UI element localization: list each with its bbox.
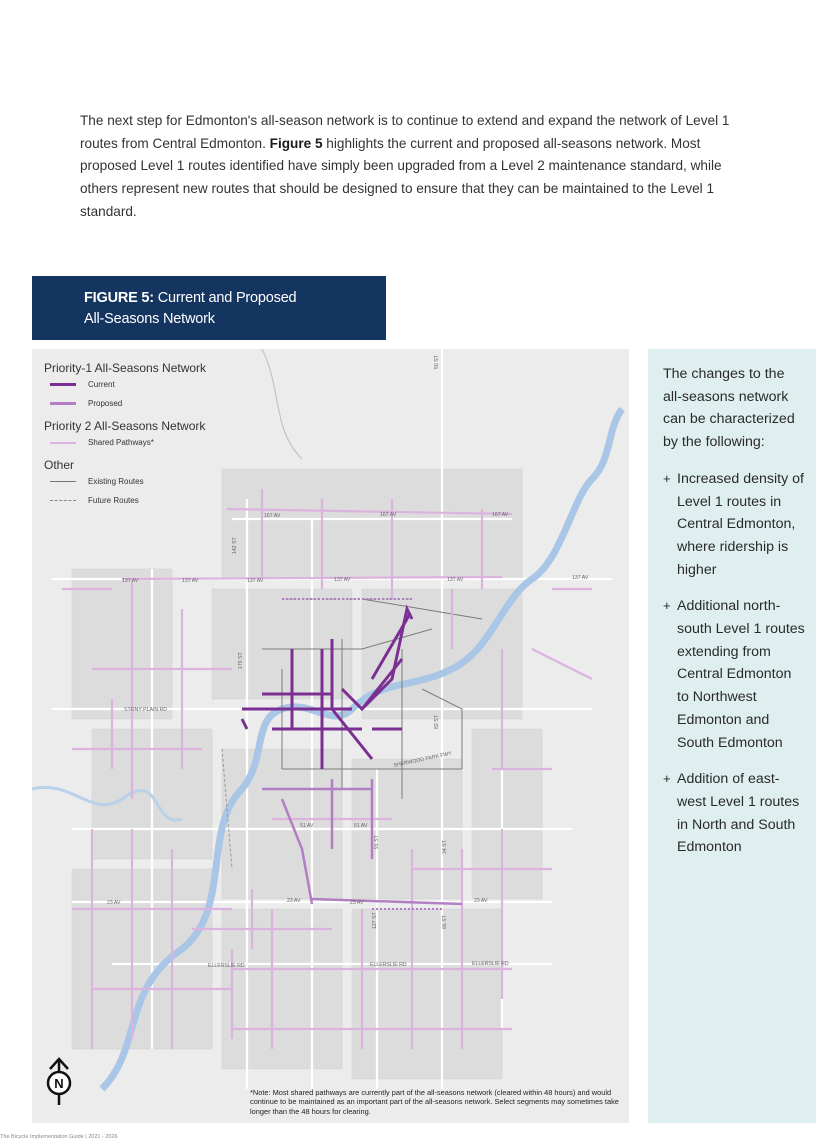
label-137-av-b: 137 AV bbox=[182, 578, 199, 584]
plus-icon: + bbox=[663, 771, 671, 787]
plus-icon: + bbox=[663, 470, 671, 486]
bullet-text: Addition of east-west Level 1 routes in North and South Edmonton bbox=[677, 771, 800, 856]
label-66-st: 66 ST bbox=[442, 915, 448, 929]
label-51-av-a: 51 AV bbox=[300, 823, 314, 829]
north-letter: N bbox=[54, 1076, 64, 1091]
legend-existing-label: Existing Routes bbox=[88, 477, 144, 486]
legend-priority2-heading: Priority 2 All-Seasons Network bbox=[44, 419, 206, 433]
plus-icon: + bbox=[663, 598, 671, 614]
label-137-av-c: 137 AV bbox=[247, 578, 264, 584]
label-91-st: 91 ST bbox=[374, 835, 380, 849]
page-footer: The Bicycle Implementation Guide | 2021 - 2026 bbox=[0, 1134, 118, 1140]
bullet-text: Additional north-south Level 1 routes extending from Central Edmonton to Northwest Edmonton and South Edmonton bbox=[677, 598, 805, 751]
label-127-st: 127 ST bbox=[372, 912, 378, 929]
label-23-av-d: 23 AV bbox=[474, 898, 488, 904]
legend-other-heading: Other bbox=[44, 458, 75, 472]
map-footnote: *Note: Most shared pathways are currently part of the all-seasons network (cleared within 48 hours) and would continue to be maintained as an important part of the all-seasons network. Select segments may sometimes take longer than the 48 hours for clearing. bbox=[250, 1088, 619, 1116]
label-167-av-b: 167 AV bbox=[380, 512, 397, 518]
sidebar-callout bbox=[648, 349, 816, 1123]
legend-shared-label: Shared Pathways* bbox=[88, 438, 154, 447]
label-142-st: 142 ST bbox=[232, 537, 238, 554]
map-labels bbox=[32, 349, 629, 1123]
figure-reference: Figure 5 bbox=[269, 135, 323, 151]
label-51-av-b: 51 AV bbox=[354, 823, 368, 829]
label-23-av-a: 23 AV bbox=[107, 900, 121, 906]
label-stony-plain: STONY PLAIN RD bbox=[124, 707, 168, 713]
label-23-av-c: 23 AV bbox=[350, 900, 364, 906]
bullet-text: Increased density of Level 1 routes in Central Edmonton, where ridership is higher bbox=[677, 470, 804, 578]
intro-paragraph bbox=[80, 110, 730, 224]
north-arrow-icon bbox=[42, 1057, 76, 1107]
figure-title-line1: Current and Proposed bbox=[157, 290, 297, 306]
label-137-av-f: 137 AV bbox=[572, 575, 589, 581]
legend-proposed-label: Proposed bbox=[88, 399, 123, 408]
label-ellerslie-c: ELLERSLIE RD bbox=[472, 961, 509, 967]
legend-current-label: Current bbox=[88, 380, 115, 389]
figure-number: FIGURE 5: bbox=[84, 290, 154, 306]
label-82-st: 82 ST bbox=[434, 715, 440, 729]
label-170-st: 170 ST bbox=[238, 652, 244, 669]
list-item bbox=[663, 468, 806, 582]
figure-title-banner bbox=[32, 276, 386, 340]
label-137-av-e: 137 AV bbox=[447, 577, 464, 583]
list-item bbox=[663, 595, 806, 754]
sidebar-bullets bbox=[663, 468, 806, 859]
label-167-av-a: 167 AV bbox=[264, 513, 281, 519]
label-50-st: 50 ST bbox=[434, 355, 440, 369]
label-167-av-c: 167 AV bbox=[492, 512, 509, 518]
label-sherwood: SHERWOOD PARK FWY bbox=[393, 750, 453, 769]
label-137-av-a: 137 AV bbox=[122, 578, 139, 584]
label-34-st: 34 ST bbox=[442, 840, 448, 854]
intro-text-2: highlights the current and proposed all-seasons network. Most proposed Level 1 routes identified have simply been upgraded from a Level 2 maintenance standard, while others represent new routes that should be designed to ensure that they can be maintained to the Level 1 standard. bbox=[80, 135, 722, 219]
network-map bbox=[32, 349, 629, 1123]
figure-title-line2: All-Seasons Network bbox=[84, 311, 215, 327]
sidebar-lead: The changes to the all-seasons network can be characterized by the following: bbox=[663, 366, 795, 451]
legend-priority1-heading: Priority-1 All-Seasons Network bbox=[44, 361, 207, 375]
intro-text-1: The next step for Edmonton's all-season network is to continue to extend and expand the network of Level 1 routes from Central Edmonton. bbox=[80, 113, 730, 151]
legend-future-label: Future Routes bbox=[88, 496, 139, 505]
label-23-av-b: 23 AV bbox=[287, 898, 301, 904]
label-ellerslie-a: ELLERSLIE RD bbox=[208, 963, 245, 969]
label-ellerslie-b: ELLERSLIE RD bbox=[370, 962, 407, 968]
label-137-av-d: 137 AV bbox=[334, 577, 351, 583]
list-item bbox=[663, 768, 806, 859]
